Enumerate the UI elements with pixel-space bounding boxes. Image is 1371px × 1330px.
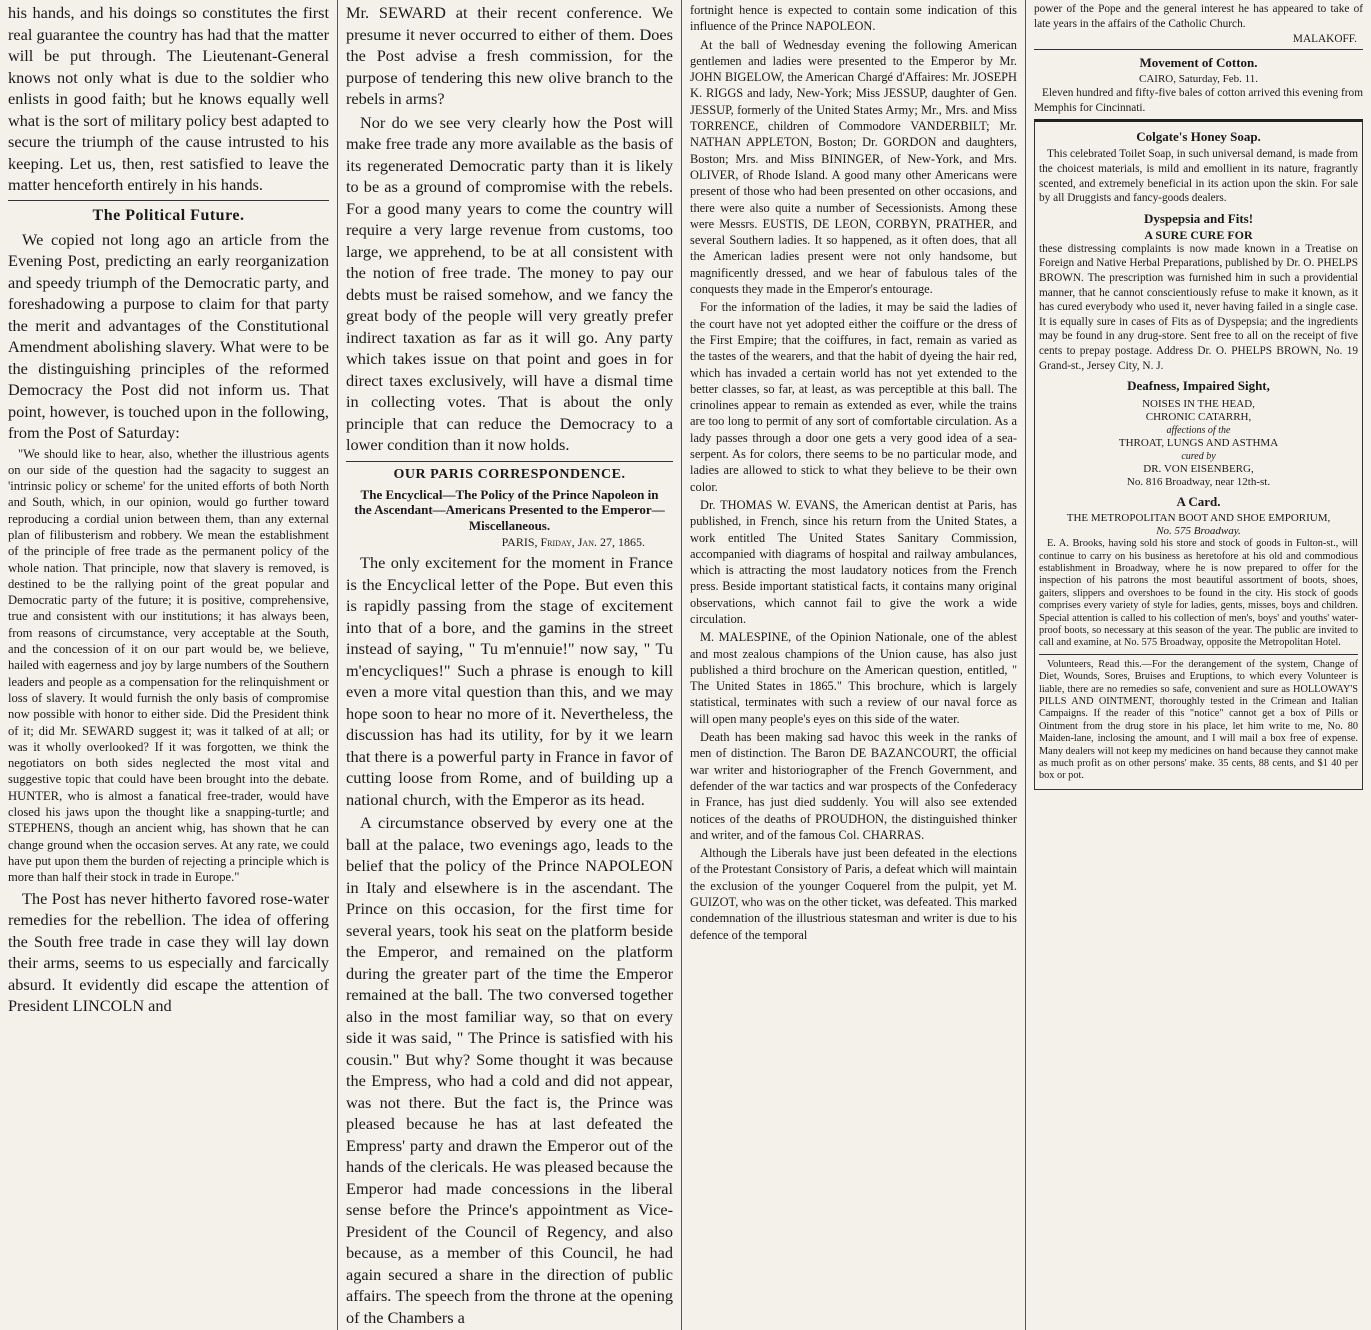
paragraph-4: Dr. THOMAS W. EVANS, the American dentist at Paris, has published, in French, since his return from the United States, a work entitled The United States Sanitary Commission, accompanied with diagrams of hospital and railway ambulances, which is attracting the most laudatory notices from the French press. Beside important statistical facts, it contains many original observations, which cannot fail to give the work a wide circulation. (690, 497, 1017, 626)
card-title: THE METROPOLITAN BOOT AND SHOE EMPORIUM, (1066, 512, 1331, 525)
paragraph-1: power of the Pope and the general interest he has appeared to take of late years in the affairs of the Catholic Church. (1034, 3, 1363, 30)
noises-line: CHRONIC CATARRH, (1145, 411, 1252, 424)
paragraph-2: Nor do we see very clearly how the Post will make free trade any more available as the basis of its regenerated Democratic party than it is likely to be as a ground of compromise with the rebels. For a good many years to come the country will require a very large revenue from customs, too large, we apprehend, to be at all consistent with the notion of free trade. The money to pay our debts must be raised somehow, and we fancy the great body of the people will very greatly prefer indirect taxation as far as it will go. Any party which takes issue on that point and goes in for direct taxes exclusively, will have a dismal time in collecting votes. That is about the only principle that can reduce the Democracy to a lower condition than it now holds. (346, 112, 673, 454)
paragraph-intro: We copied not long ago an article from the Evening Post, predicting an early reorganization and speedy triumph of the Democratic party, and foreshadowing a purpose to claim for that party the merit and advantages of the Constitutional Amendment abolishing slavery. What were to be the distinguishing principles of the reformed Democracy the Post did not inform us. That point, however, is touched upon in the following, from the Post of Saturday: (8, 229, 329, 442)
heading-dyspepsia: Dyspepsia and Fits! (1143, 210, 1254, 226)
noises-line: No. 816 Broadway, near 12th-st. (1126, 476, 1271, 489)
volunteers-ad-text: Volunteers, Read this.—For the derangement of the system, Change of Diet, Wounds, Sores, Bruises and Eruptions, to which every Volunteer is liable, there are no remedies so safe, convenient and sure as HOLLOWAY'S PILLS AND OINTMENT, thoroughly tested in the Crimean and Italian Campaigns. If the reader of this "notice" cannot get a box of Pills or Ointment from the drug store in his place, let him write to me, No. 80 Maiden-lane, inclosing the amount, and I will mail a box free of expense. Many dealers will not keep my medicines on hand because they cannot make as much profit as on other persons' make. 35 cents, 88 cents, and $1 40 per box or pot. (1039, 658, 1358, 782)
heading-deafness: Deafness, Impaired Sight, (1127, 378, 1270, 394)
paragraph-closing: The Post has never hitherto favored rose-water remedies for the rebellion. The idea of offering the South free trade in case they will lay down their arms, seems to us especially and farcically absurd. It evidently did escape the attention of President LINCOLN and (8, 888, 329, 1016)
card-address: No. 575 Broadway. (1156, 525, 1241, 538)
heading-movement-of-cotton: Movement of Cotton. (1139, 55, 1258, 71)
article-heading-political-future: The Political Future. (92, 206, 245, 224)
section-divider (1034, 49, 1363, 50)
noises-line: NOISES IN THE HEAD, (1142, 398, 1255, 411)
paragraph-opening: his hands, and his doings so constitutes the first real guarantee the country has had that the matter will be put through. The Lieutenant-General knows not only what is due to the soldier who enlists in good faith; but he knows equally well what is the sort of military policy best adapted to secure the triumph of the cause intrusted to his keeping. Let us, then, rest satisfied to leave the matter henceforth entirely in his hands. (8, 3, 329, 194)
article-subhead: The Encyclical—The Policy of the Prince Napoleon in the Ascendant—Americans Presented to the Emperor—Miscellaneous. (354, 486, 665, 533)
paragraph-6: Death has been making sad havoc this week in the ranks of men of distinction. The Baron DE BAZANCOURT, the official war writer and historiographer of the French Government, and defender of the war tactics and war prospects of the Confederacy in France, has just died suddenly. You will also see extended notices of the deaths of PROUDHON, the distinguished thinker and writer, and of the famous Col. CHARRAS. (690, 730, 1017, 842)
noises-line: affections of the (1166, 425, 1231, 437)
noises-line: cured by (1181, 451, 1216, 463)
article-heading-paris-correspondence: OUR PARIS CORRESPONDENCE. (346, 461, 673, 483)
quoted-passage: "We should like to hear, also, whether the illustrious agents on our side of the question had the sagacity to suggest an 'intrinsic policy or scheme' for the united efforts of both North and South, which, in our opinion, would go further toward reproducing a cordial union between them, than any external plan of filibusterism and robbery. We mean the establishment of the principle of free trade as the permanent policy of the whole nation. That principle, now that slavery is removed, is destined to be the rallying point of the great popular and Democratic party of the future; it is positive, comprehensive, true and consistent with our institutions; it has always been, from reasons of circumstance, very acceptable at the South, and the concession of it on our part would be, we believe, hailed with eagerness and joy by large numbers of the Southern leaders and people as a compensation for the relinquishment or loss of slavery. It would furnish the only basis of compromise now possible with honor to either side. Did the President think of it; did Mr. SEWARD suggest it; was it talked of at all; or was it wholly overlooked? If it was forgotten, we think the negotiators on both sides neglected the most vital and suggestive topic that could have been brought into the debate. HUNTER, who is almost a fanatical free-trader, would have closed his jaws upon the thought like a snapping-turtle; and STEPHENS, though an ancient whig, has shown that he can change ground when the occasion serves. At any rate, we could have put upon them the burden of rejecting a principle which is more than half their stock in trade in Europe." (8, 446, 329, 885)
paragraph-7: Although the Liberals have just been defeated in the elections of the Protestant Consistory of Paris, a defeat which will maintain the exclusion of the younger Coquerel from the pulpit, yet M. GUIZOT, who was on the other ticket, was defeated. This marked condemnation of the illustrious statesman and writer is due to his defence of the temporal (690, 846, 1017, 942)
paragraph-2: At the ball of Wednesday evening the following American gentlemen and ladies were presented to the Emperor by Mr. JOHN BIGELOW, the American Chargé d'Affaires: Mr. JOSEPH K. RIGGS and lady, New-York; Miss JESSUP, daughter of Gen. JESSUP, formerly of the United States Army; Mr., Mrs. and Miss TORRENCE, children of Commodore VANDERBILT; Mr. NATHAN APPLETON, Boston; Dr. GORDON and daughters, Boston; Mrs. and Miss BININGER, of New-York, and Mrs. OLIVER, of Rhode Island. A good many other Americans were present of those who had been presented on other occasions, and there were also quite a number of Secessionists. Among these were Messrs. EUSTIS, DE LEON, CORBYN, PRATHER, and several Southern ladies. It so happened, as it often does, that all the American ladies present were not only handsome, but magnificently dressed, and we hear of fabulous tales of the conquests they made in the Emperor's entourage. (690, 37, 1017, 297)
paragraph-1: Mr. SEWARD at their recent conference. We presume it never occurred to either of them. Does the Post advise a fresh commission, for the purpose of tendering this new olive branch to the rebels in arms? (346, 3, 673, 108)
heading-a-card: A Card. (1176, 494, 1221, 510)
dyspepsia-ad-text: these distressing complaints is now made known in a Treatise on Foreign and Native Herbal Preparations, published by Dr. O. PHELPS BROWN. The prescription was furnished him in such a providential manner, that he cannot conscientiously refuse to make it known, as it has cured everybody who used it, never having failed in a single case. It is equally sure in cases of Fits as of Dyspepsia; and the ingredients may be found in any drug-store. Sent free to all on the receipt of five cents to prepay postage. Address Dr. O. PHELPS BROWN, No. 19 Grand-st., Jersey City, N. J. (1039, 242, 1358, 372)
paragraph-3: For the information of the ladies, it may be said the ladies of the court have not yet adopted either the coiffure or the dress of the First Empire; that the coiffures, in fact, remain as varied as the tastes of the wearers, and that the habit of dyeing the hair red, which has invaded a certain world has not yet extended to the better classes, so far, at least, as was perceptible at this ball. The crinolines appear to remain as extended as ever, while the trains are too long to permit of any sort of comfortable circulation. As a lady passes through a door one gets a very good idea of a sea-serpent. As for colors, there seems to be no particular mode, and ladies are allowed to stick to what they believe to be their own color. (690, 300, 1017, 494)
noises-line: THROAT, LUNGS AND ASTHMA (1118, 437, 1279, 450)
dateline: PARIS, Friday, Jan. 27, 1865. (501, 535, 645, 549)
noises-line: DR. VON EISENBERG, (1143, 463, 1254, 476)
column-1 (0, 0, 338, 1330)
column-4 (1026, 0, 1371, 1330)
card-ad-text: E. A. Brooks, having sold his store and stock of goods in Fulton-st., will continue to carry on his business as heretofore at his old and commodious establishment in Broadway, where he is now prepared to offer for the inspection of his patrons the most beautiful assortment of boots, shoes, gaiters, slippers and overshoes to be found in the city. His stock of goods comprises every variety of style for ladies, gents, misses, boys and children. Special attention is called to his collection of men's, boys' and youths' water-proof boots, so necessary at this season of the year. The public are invited to call and examine, at No. 575 Broadway, opposite the Metropolitan Hotel. (1039, 538, 1358, 649)
paragraph-4: A circumstance observed by every one at the ball at the palace, two evenings ago, leads to the belief that the policy of the Prince NAPOLEON in Italy and elsewhere is in the ascendant. The Prince on this occasion, for the first time for several years, took his seat on the platform beside the Emperor, and remained on the platform during the greater part of the time the Emperor remained at the ball. The two conversed together also in the most familiar way, so that on every side it was said, " The Prince is satisfied with his cousin." But why? Some thought it was because the Empress, who had a cold and did not appear, was not there. But the fact is, the Prince was pleased because he has at last defeated the Empress' party and drawn the Emperor out of the hands of the clericals. He was pleased because the Emperor had made concessions in the liberal sense before the Prince's appointment as Vice-President of the Council of Regency, and also because, as a member of this Council, he had again secured a share in the direction of public affairs. The speech from the throne at the opening of the Chambers a (346, 813, 673, 1327)
advertisement-block (1034, 119, 1363, 789)
section-divider (8, 200, 329, 201)
paragraph-1: fortnight hence is expected to contain some indication of this influence of the Prince NAPOLEON. (690, 3, 1017, 34)
heading-colgate-soap: Colgate's Honey Soap. (1136, 129, 1261, 145)
signature: MALAKOFF. (1292, 33, 1357, 46)
cotton-paragraph: Eleven hundred and fifty-five bales of cotton arrived this evening from Memphis for Cincinnati. (1034, 87, 1363, 114)
column-2 (338, 0, 682, 1330)
dyspepsia-subheading: A SURE CURE FOR (1144, 227, 1253, 242)
column-3 (682, 0, 1026, 1330)
cotton-dateline: CAIRO, Saturday, Feb. 11. (1139, 73, 1258, 86)
soap-ad-text: This celebrated Toilet Soap, in such universal demand, is made from the choicest materials, is mild and emollient in its nature, fragrantly scented, and extremely beneficial in its action upon the skin. For sale by all Druggists and fancy-goods dealers. (1039, 148, 1358, 205)
section-divider (1039, 654, 1358, 655)
paragraph-5: M. MALESPINE, of the Opinion Nationale, one of the ablest and most zealous champions of the Union cause, has also just published a third brochure on the American question, entitled, " The United States in 1865." This brochure, which is largely statistical, terminates with such a review of our naval force as will open many people's eyes on this side of the water. (690, 630, 1017, 726)
paragraph-3: The only excitement for the moment in France is the Encyclical letter of the Pope. But even this is rapidly passing from the stage of excitement into that of a bore, and the gamins in the street instead of saying, " Tu m'ennuie!" now say, " Tu m'encycliques!" Such a phrase is enough to kill even a more vital question than this, and we may hope soon to hear no more of it. Nevertheless, the discussion has had its utility, for by it we learn that there is a powerful party in France in favor of cutting loose from Rome, and of building up a national church, with the Emperor as its head. (346, 553, 673, 809)
